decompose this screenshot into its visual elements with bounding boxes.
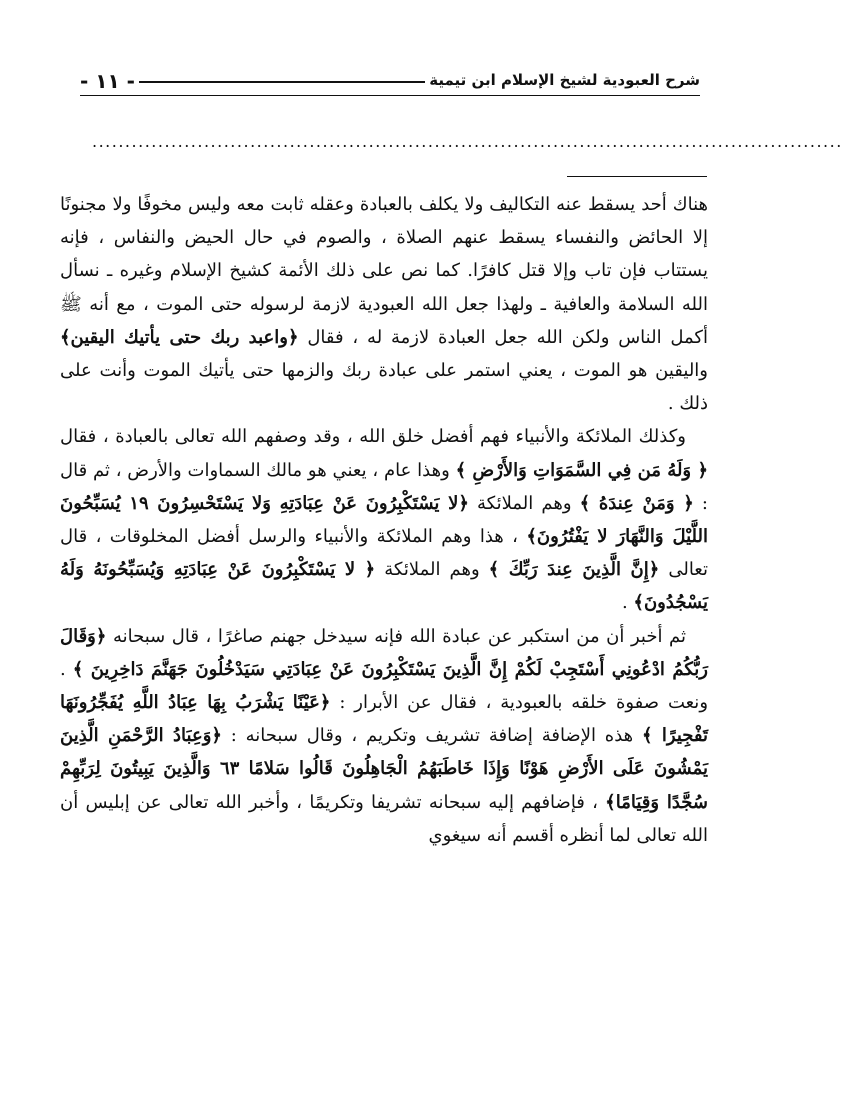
quran-verse: ﴿إِنَّ الَّذِينَ عِندَ رَبِّكَ ﴾ bbox=[488, 559, 660, 581]
quran-verse: ﴿وَقَالَ رَبُّكُمُ ادْعُونِي أَسْتَجِبْ لَكُمْ إِنَّ الَّذِينَ يَسْتَكْبِرُونَ عَنْ عِبَادَتِي سَيَدْخُلُونَ جَهَنَّمَ دَاخِرِينَ ﴾ bbox=[60, 625, 708, 680]
text-run: واليقين هو الموت ، يعني استمر على عبادة ربك والزمها حتى يأتيك الموت وأنت على ذلك . bbox=[60, 360, 708, 415]
running-header bbox=[80, 55, 700, 95]
separator-dots: .................................................................................................................. bbox=[92, 132, 843, 151]
text-run: وكذلك الملائكة والأنبياء فهم أفضل خلق الله ، وقد وصفهم الله تعالى بالعبادة ، فقال bbox=[60, 426, 686, 448]
text-run: ، فإضافهم إليه سبحانه تشريفا وتكريمًا ، وأخبر الله تعالى عن إبليس أن الله تعالى لما أنظره أقسم أنه سيغوي bbox=[60, 791, 708, 846]
text-run: ، هذا وهم الملائكة والأنبياء والرسل أفضل المخلوقات ، قال تعالى bbox=[60, 526, 709, 581]
header-rule bbox=[139, 81, 425, 83]
body-text bbox=[60, 188, 708, 1068]
paragraph bbox=[60, 420, 708, 619]
quran-verse: ﴿ لا يَسْتَكْبِرُونَ عَنْ عِبَادَتِهِ وَيُسَبِّحُونَهُ وَلَهُ يَسْجُدُونَ﴾ bbox=[60, 559, 708, 614]
paragraph bbox=[60, 188, 708, 420]
paragraph bbox=[60, 620, 708, 852]
quran-verse: ﴿عَيْنًا يَشْرَبُ بِهَا عِبَادُ اللَّهِ يُفَجِّرُونَهَا تَفْجِيرًا ﴾ bbox=[60, 692, 708, 747]
quran-verse: ﴿واعبد ربك حتى يأتيك اليقين﴾ bbox=[60, 326, 299, 348]
text-run: هذه الإضافة إضافة تشريف وتكريم ، وقال سبحانه : bbox=[221, 725, 642, 747]
text-run: وهم الملائكة bbox=[375, 559, 489, 581]
text-run: وهذا عام ، يعني هو مالك السماوات والأرض ، ثم قال : bbox=[60, 459, 708, 514]
text-run: ثم أخبر أن من استكبر عن عبادة الله فإنه سيدخل جهنم صاغرًا ، قال سبحانه bbox=[106, 625, 687, 647]
text-run: . ونعت صفوة خلقه بالعبودية ، فقال عن الأبرار : bbox=[60, 658, 709, 714]
quran-verse: ﴿لا يَسْتَكْبِرُونَ عَنْ عِبَادَتِهِ وَلا يَسْتَحْسِرُونَ ١٩ يُسَبِّحُونَ اللَّيْلَ وَالنَّهَارَ لا يَفْتُرُونَ﴾ bbox=[60, 492, 709, 548]
quran-verse: ﴿وَعِبَادُ الرَّحْمَنِ الَّذِينَ يَمْشُونَ عَلَى الأَرْضِ هَوْنًا وَإِذَا خَاطَبَهُمُ الْجَاهِلُونَ قَالُوا سَلامًا ٦٣ وَالَّذِينَ يَبِيتُونَ لِرَبِّهِمْ سُجَّدًا وَقِيَامًا﴾ bbox=[60, 725, 708, 813]
quran-verse: ﴿ وَلَهُ مَن فِي السَّمَوَاتِ وَالأَرْضِ ﴾ bbox=[455, 459, 708, 481]
header-underline bbox=[80, 95, 700, 96]
text-run: . bbox=[621, 592, 634, 614]
footnote-rule bbox=[567, 176, 707, 177]
text-run: وهم الملائكة bbox=[468, 492, 580, 514]
quran-verse: ﴿ وَمَنْ عِندَهُ ﴾ bbox=[579, 492, 694, 514]
text-run: هناك أحد يسقط عنه التكاليف ولا يكلف بالعبادة وعقله ثابت معه وليس مخوفًا ولا مجنونًا إلا الحائض والنفساء يسقط عنهم الصلاة ، والصوم في حال الحيض والنفاس ، فإنه يستتاب فإن تاب وإلا قتل كافرًا. كما نص على ذلك الأئمة كشيخ الإسلام وغيره ـ نسأل الله السلامة والعافية ـ ولهذا جعل الله العبودية لازمة لرسوله حتى الموت ، مع أنه ﷺ أكمل الناس ولكن الله جعل العبادة لازمة له ، فقال bbox=[60, 194, 708, 348]
header-book-title: شرح العبودية لشيخ الإسلام ابن تيمية bbox=[429, 71, 700, 89]
page-number: - ١١ - bbox=[80, 69, 135, 93]
